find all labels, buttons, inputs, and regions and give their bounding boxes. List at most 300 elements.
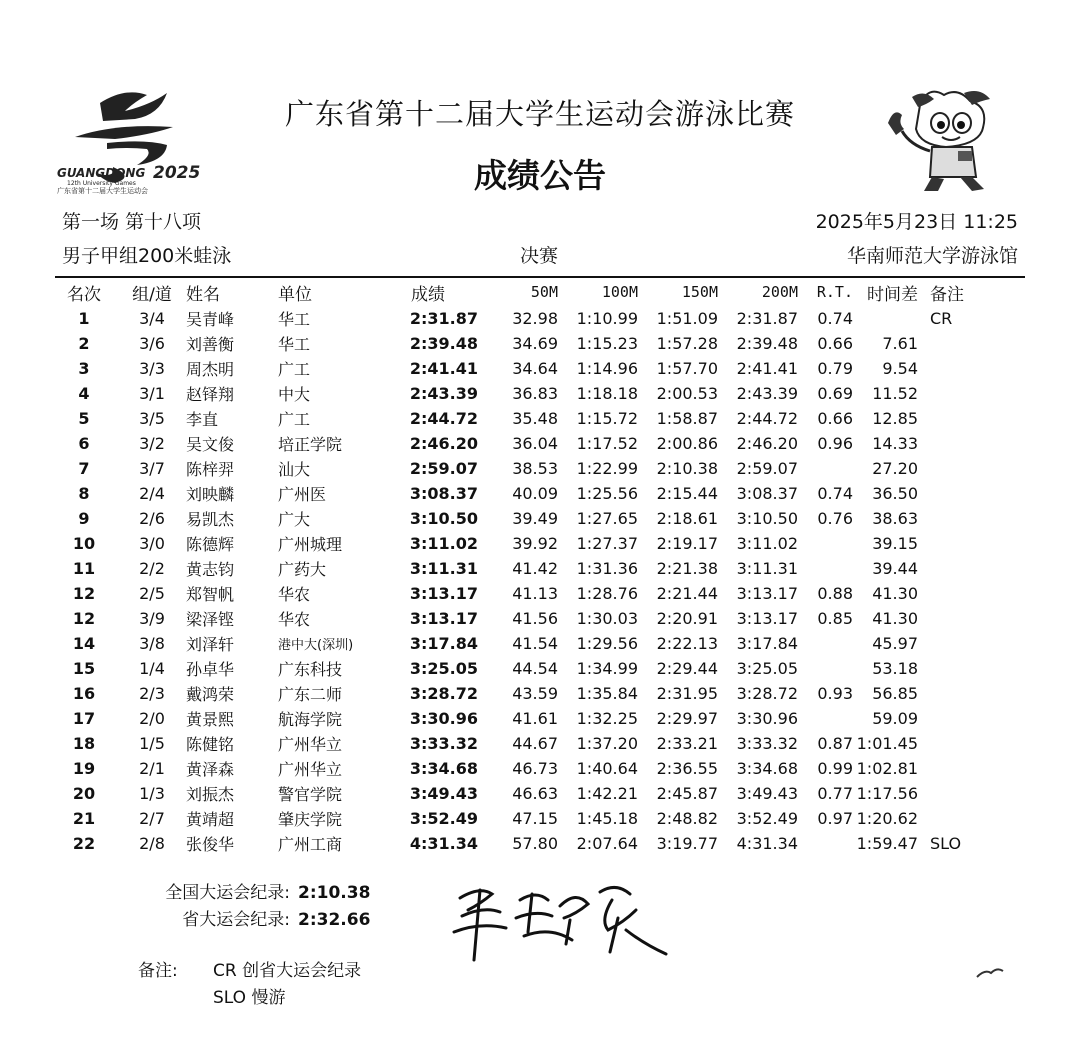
heat-lane-cell: 2/8 xyxy=(139,834,165,853)
split-200-cell: 2:44.72 xyxy=(736,409,798,428)
name-cell: 易凯杰 xyxy=(186,510,235,529)
provincial-record-value: 2:32.66 xyxy=(298,910,371,930)
name-cell: 陈健铭 xyxy=(186,735,235,754)
split-150-cell: 2:10.38 xyxy=(656,459,718,478)
rank-cell: 4 xyxy=(78,384,90,403)
note-cell xyxy=(918,431,990,456)
table-row xyxy=(50,431,990,456)
table-row xyxy=(50,831,990,856)
rank-cell: 18 xyxy=(72,734,96,753)
heat-lane-cell: 3/1 xyxy=(139,384,165,403)
team-cell: 广州华立 xyxy=(278,760,343,779)
rank-cell: 5 xyxy=(78,409,90,428)
result-cell: 3:13.17 xyxy=(409,609,478,628)
rank-cell: 11 xyxy=(72,559,96,578)
split-50-cell: 41.42 xyxy=(512,559,558,578)
split-100-cell: 1:35.84 xyxy=(576,684,638,703)
split-100-cell: 1:31.36 xyxy=(576,559,638,578)
col-header: 备注 xyxy=(930,284,964,305)
table-row xyxy=(50,706,990,731)
note-cell xyxy=(918,631,990,656)
result-cell: 3:49.43 xyxy=(409,784,478,803)
result-cell: 2:59.07 xyxy=(409,459,478,478)
split-50-cell: 36.04 xyxy=(512,434,558,453)
name-cell: 张俊华 xyxy=(186,835,235,854)
rank-cell: 22 xyxy=(72,834,96,853)
time-diff-cell: 1:01.45 xyxy=(856,734,918,753)
table-header-row xyxy=(50,278,990,306)
team-cell: 广工 xyxy=(278,360,311,379)
table-row xyxy=(50,306,990,331)
result-cell: 3:11.02 xyxy=(409,534,478,553)
split-200-cell: 3:10.50 xyxy=(736,509,798,528)
name-cell: 梁泽铿 xyxy=(186,610,235,629)
heat-lane-cell: 2/5 xyxy=(139,584,165,603)
col-header: 成绩 xyxy=(411,284,445,305)
col-header: 组/道 xyxy=(132,284,172,305)
split-100-cell: 1:37.20 xyxy=(576,734,638,753)
reaction-time-cell: 0.97 xyxy=(817,809,853,828)
time-diff-cell: 38.63 xyxy=(872,509,918,528)
table-row xyxy=(50,356,990,381)
note-cell xyxy=(918,456,990,481)
col-header: R.T. xyxy=(816,283,853,301)
table-row xyxy=(50,681,990,706)
split-150-cell: 1:58.87 xyxy=(656,409,718,428)
split-50-cell: 46.73 xyxy=(512,759,558,778)
heat-lane-cell: 3/5 xyxy=(139,409,165,428)
reaction-time-cell xyxy=(798,556,853,581)
name-cell: 赵铎翔 xyxy=(186,385,235,404)
split-150-cell: 1:57.28 xyxy=(656,334,718,353)
name-cell: 黄泽森 xyxy=(186,760,235,779)
reaction-time-cell: 0.74 xyxy=(817,484,853,503)
result-cell: 2:41.41 xyxy=(409,359,478,378)
table-row xyxy=(50,606,990,631)
note-cell xyxy=(918,606,990,631)
split-200-cell: 4:31.34 xyxy=(736,834,798,853)
split-100-cell: 1:14.96 xyxy=(576,359,638,378)
split-200-cell: 2:39.48 xyxy=(736,334,798,353)
split-150-cell: 2:00.86 xyxy=(656,434,718,453)
reaction-time-cell: 0.96 xyxy=(817,434,853,453)
split-50-cell: 44.54 xyxy=(512,659,558,678)
team-cell: 广州工商 xyxy=(278,835,343,854)
split-100-cell: 1:10.99 xyxy=(576,309,638,328)
split-100-cell: 1:15.72 xyxy=(576,409,638,428)
split-50-cell: 46.63 xyxy=(512,784,558,803)
time-diff-cell: 1:20.62 xyxy=(856,809,918,828)
heat-lane-cell: 2/6 xyxy=(139,509,165,528)
split-50-cell: 38.53 xyxy=(512,459,558,478)
reaction-time-cell: 0.69 xyxy=(817,384,853,403)
split-150-cell: 2:15.44 xyxy=(656,484,718,503)
split-100-cell: 1:27.65 xyxy=(576,509,638,528)
table-row xyxy=(50,456,990,481)
result-cell: 3:17.84 xyxy=(409,634,478,653)
round-label: 决赛 xyxy=(520,245,559,267)
event-label: 男子甲组200米蛙泳 xyxy=(62,245,232,267)
note-cell xyxy=(918,381,990,406)
rank-cell: 14 xyxy=(72,634,96,653)
reaction-time-cell xyxy=(798,531,853,556)
reaction-time-cell xyxy=(798,631,853,656)
team-cell: 华农 xyxy=(278,610,311,629)
table-row xyxy=(50,406,990,431)
time-diff-cell: 56.85 xyxy=(872,684,918,703)
split-100-cell: 1:40.64 xyxy=(576,759,638,778)
note-cell xyxy=(918,781,990,806)
svg-text:2025: 2025 xyxy=(153,163,201,183)
split-50-cell: 44.67 xyxy=(512,734,558,753)
col-header: 50M xyxy=(530,283,558,301)
note-cell xyxy=(918,806,990,831)
reaction-time-cell: 0.85 xyxy=(817,609,853,628)
split-100-cell: 1:42.21 xyxy=(576,784,638,803)
split-100-cell: 1:27.37 xyxy=(576,534,638,553)
rank-cell: 19 xyxy=(72,759,96,778)
heat-lane-cell: 2/7 xyxy=(139,809,165,828)
time-diff-cell: 1:02.81 xyxy=(856,759,918,778)
reaction-time-cell xyxy=(798,706,853,731)
datetime-label: 2025年5月23日 11:25 xyxy=(815,211,1018,233)
time-diff-cell: 41.30 xyxy=(872,609,918,628)
split-100-cell: 1:25.56 xyxy=(576,484,638,503)
team-cell: 中大 xyxy=(278,385,311,404)
name-cell: 李直 xyxy=(186,410,219,429)
time-diff-cell: 27.20 xyxy=(872,459,918,478)
split-150-cell: 2:22.13 xyxy=(656,634,718,653)
provincial-record-label: 省大运会纪录: xyxy=(182,910,290,930)
heat-lane-cell: 3/2 xyxy=(139,434,165,453)
name-cell: 黄景熙 xyxy=(186,710,235,729)
results-table xyxy=(50,278,990,856)
page-subtitle: 成绩公告 xyxy=(474,156,606,195)
col-header: 100M xyxy=(601,283,638,301)
split-100-cell: 2:07.64 xyxy=(576,834,638,853)
split-50-cell: 34.64 xyxy=(512,359,558,378)
col-header: 单位 xyxy=(278,284,312,305)
note-slo: SLO 慢游 xyxy=(213,988,286,1008)
time-diff-cell: 12.85 xyxy=(872,409,918,428)
table-row xyxy=(50,806,990,831)
svg-text:广东省第十二届大学生运动会: 广东省第十二届大学生运动会 xyxy=(57,187,148,195)
time-diff-cell: 9.54 xyxy=(882,359,918,378)
heat-lane-cell: 1/5 xyxy=(139,734,165,753)
split-200-cell: 3:17.84 xyxy=(736,634,798,653)
heat-lane-cell: 3/7 xyxy=(139,459,165,478)
result-cell: 3:08.37 xyxy=(409,484,478,503)
heat-lane-cell: 1/3 xyxy=(139,784,165,803)
split-50-cell: 47.15 xyxy=(512,809,558,828)
heat-lane-cell: 3/8 xyxy=(139,634,165,653)
split-200-cell: 2:31.87 xyxy=(736,309,798,328)
notes-block xyxy=(138,958,361,1012)
result-cell: 4:31.34 xyxy=(409,834,478,853)
heat-lane-cell: 1/4 xyxy=(139,659,165,678)
rank-cell: 12 xyxy=(72,584,96,603)
time-diff-cell xyxy=(853,306,918,331)
time-diff-cell: 39.15 xyxy=(872,534,918,553)
note-cell xyxy=(918,531,990,556)
table-row xyxy=(50,381,990,406)
reaction-time-cell: 0.88 xyxy=(817,584,853,603)
note-cell xyxy=(918,406,990,431)
split-200-cell: 3:52.49 xyxy=(736,809,798,828)
heat-lane-cell: 3/6 xyxy=(139,334,165,353)
name-cell: 刘善衡 xyxy=(186,335,235,354)
split-50-cell: 43.59 xyxy=(512,684,558,703)
split-100-cell: 1:17.52 xyxy=(576,434,638,453)
result-cell: 3:34.68 xyxy=(409,759,478,778)
split-150-cell: 2:31.95 xyxy=(656,684,718,703)
result-cell: 3:28.72 xyxy=(409,684,478,703)
split-150-cell: 2:20.91 xyxy=(656,609,718,628)
table-row xyxy=(50,781,990,806)
split-200-cell: 2:59.07 xyxy=(736,459,798,478)
name-cell: 郑智帆 xyxy=(186,585,235,604)
note-cell xyxy=(918,656,990,681)
time-diff-cell: 11.52 xyxy=(872,384,918,403)
split-200-cell: 3:13.17 xyxy=(736,584,798,603)
split-200-cell: 3:30.96 xyxy=(736,709,798,728)
rank-cell: 9 xyxy=(78,509,90,528)
time-diff-cell: 7.61 xyxy=(882,334,918,353)
table-row xyxy=(50,506,990,531)
split-150-cell: 1:51.09 xyxy=(656,309,718,328)
team-cell: 培正学院 xyxy=(278,435,343,454)
team-cell: 肇庆学院 xyxy=(278,810,343,829)
time-diff-cell: 1:17.56 xyxy=(856,784,918,803)
note-cell xyxy=(918,581,990,606)
split-100-cell: 1:30.03 xyxy=(576,609,638,628)
note-cell: CR xyxy=(930,309,953,328)
table-row xyxy=(50,731,990,756)
reaction-time-cell: 0.76 xyxy=(817,509,853,528)
split-50-cell: 41.56 xyxy=(512,609,558,628)
name-cell: 刘泽轩 xyxy=(186,635,235,654)
reaction-time-cell: 0.66 xyxy=(817,409,853,428)
col-header: 时间差 xyxy=(867,284,918,305)
rank-cell: 21 xyxy=(72,809,96,828)
note-cell xyxy=(918,731,990,756)
team-cell: 广药大 xyxy=(278,560,327,579)
svg-text:GUANGDONG: GUANGDONG xyxy=(57,166,146,180)
name-cell: 黄靖超 xyxy=(186,810,235,829)
name-cell: 刘振杰 xyxy=(186,785,235,804)
table-row xyxy=(50,656,990,681)
split-200-cell: 2:46.20 xyxy=(736,434,798,453)
national-record-label: 全国大运会纪录: xyxy=(165,883,290,903)
team-cell: 港中大(深圳) xyxy=(278,638,354,653)
rank-cell: 10 xyxy=(72,534,96,553)
scan-mark-icon xyxy=(975,965,1005,980)
team-cell: 广工 xyxy=(278,410,311,429)
split-100-cell: 1:22.99 xyxy=(576,459,638,478)
heat-lane-cell: 2/1 xyxy=(139,759,165,778)
team-cell: 航海学院 xyxy=(278,710,343,729)
split-200-cell: 3:28.72 xyxy=(736,684,798,703)
split-50-cell: 36.83 xyxy=(512,384,558,403)
heat-lane-cell: 3/3 xyxy=(139,359,165,378)
name-cell: 刘映麟 xyxy=(186,485,235,504)
reaction-time-cell: 0.74 xyxy=(817,309,853,328)
page-title: 广东省第十二届大学生运动会游泳比赛 xyxy=(284,97,795,131)
note-cell xyxy=(918,756,990,781)
team-cell: 广东二师 xyxy=(278,685,343,704)
split-50-cell: 57.80 xyxy=(512,834,558,853)
result-cell: 2:44.72 xyxy=(409,409,478,428)
team-cell: 广东科技 xyxy=(278,660,343,679)
venue-label: 华南师范大学游泳馆 xyxy=(846,245,1018,267)
split-100-cell: 1:28.76 xyxy=(576,584,638,603)
time-diff-cell: 53.18 xyxy=(872,659,918,678)
time-diff-cell: 36.50 xyxy=(872,484,918,503)
records-block xyxy=(138,880,370,934)
signature-image xyxy=(440,870,680,970)
note-cell xyxy=(918,681,990,706)
rank-cell: 20 xyxy=(72,784,96,803)
note-cell xyxy=(918,706,990,731)
note-cell xyxy=(918,556,990,581)
split-200-cell: 3:08.37 xyxy=(736,484,798,503)
split-100-cell: 1:34.99 xyxy=(576,659,638,678)
split-200-cell: 2:41.41 xyxy=(736,359,798,378)
time-diff-cell: 1:59.47 xyxy=(856,834,918,853)
heat-lane-cell: 2/2 xyxy=(139,559,165,578)
split-50-cell: 40.09 xyxy=(512,484,558,503)
note-cell xyxy=(918,481,990,506)
split-150-cell: 2:48.82 xyxy=(656,809,718,828)
result-cell: 3:10.50 xyxy=(409,509,478,528)
split-50-cell: 34.69 xyxy=(512,334,558,353)
split-50-cell: 41.13 xyxy=(512,584,558,603)
reaction-time-cell xyxy=(798,831,853,856)
split-50-cell: 39.92 xyxy=(512,534,558,553)
rank-cell: 15 xyxy=(72,659,96,678)
split-200-cell: 3:13.17 xyxy=(736,609,798,628)
reaction-time-cell: 0.87 xyxy=(817,734,853,753)
name-cell: 陈梓羿 xyxy=(186,460,235,479)
split-100-cell: 1:32.25 xyxy=(576,709,638,728)
time-diff-cell: 45.97 xyxy=(872,634,918,653)
team-cell: 华工 xyxy=(278,310,311,329)
reaction-time-cell: 0.79 xyxy=(817,359,853,378)
rank-cell: 12 xyxy=(72,609,96,628)
table-row xyxy=(50,631,990,656)
split-150-cell: 2:18.61 xyxy=(656,509,718,528)
split-150-cell: 2:36.55 xyxy=(656,759,718,778)
rank-cell: 6 xyxy=(78,434,90,453)
name-cell: 黄志钧 xyxy=(186,560,235,579)
team-cell: 汕大 xyxy=(278,460,311,479)
heat-lane-cell: 3/9 xyxy=(139,609,165,628)
split-150-cell: 2:29.97 xyxy=(656,709,718,728)
split-50-cell: 41.61 xyxy=(512,709,558,728)
table-row xyxy=(50,556,990,581)
table-row xyxy=(50,331,990,356)
result-cell: 2:39.48 xyxy=(409,334,478,353)
split-200-cell: 3:11.31 xyxy=(736,559,798,578)
split-200-cell: 3:49.43 xyxy=(736,784,798,803)
result-cell: 2:31.87 xyxy=(409,309,478,328)
result-cell: 2:43.39 xyxy=(409,384,478,403)
result-cell: 3:25.05 xyxy=(409,659,478,678)
table-row xyxy=(50,481,990,506)
table-row xyxy=(50,531,990,556)
time-diff-cell: 41.30 xyxy=(872,584,918,603)
result-cell: 3:13.17 xyxy=(409,584,478,603)
col-header: 姓名 xyxy=(186,284,220,305)
rank-cell: 7 xyxy=(78,459,90,478)
table-row xyxy=(50,756,990,781)
split-150-cell: 2:45.87 xyxy=(656,784,718,803)
split-150-cell: 1:57.70 xyxy=(656,359,718,378)
split-100-cell: 1:45.18 xyxy=(576,809,638,828)
name-cell: 孙卓华 xyxy=(186,660,235,679)
rank-cell: 17 xyxy=(72,709,96,728)
split-100-cell: 1:18.18 xyxy=(576,384,638,403)
result-cell: 3:33.32 xyxy=(409,734,478,753)
result-cell: 3:11.31 xyxy=(409,559,478,578)
split-150-cell: 2:33.21 xyxy=(656,734,718,753)
name-cell: 吴文俊 xyxy=(186,435,235,454)
split-200-cell: 3:25.05 xyxy=(736,659,798,678)
rank-cell: 2 xyxy=(78,334,90,353)
split-100-cell: 1:29.56 xyxy=(576,634,638,653)
split-200-cell: 3:11.02 xyxy=(736,534,798,553)
national-record-value: 2:10.38 xyxy=(298,883,371,903)
result-cell: 3:30.96 xyxy=(409,709,478,728)
note-cr: CR 创省大运会纪录 xyxy=(213,961,362,981)
rank-cell: 8 xyxy=(78,484,90,503)
split-150-cell: 2:19.17 xyxy=(656,534,718,553)
reaction-time-cell: 0.77 xyxy=(817,784,853,803)
reaction-time-cell xyxy=(798,656,853,681)
note-cell xyxy=(918,356,990,381)
svg-text:12th University Games: 12th University Games xyxy=(67,180,136,187)
split-200-cell: 3:33.32 xyxy=(736,734,798,753)
team-cell: 华工 xyxy=(278,335,311,354)
note-cell xyxy=(918,506,990,531)
team-cell: 广大 xyxy=(278,510,311,529)
rank-cell: 3 xyxy=(78,359,90,378)
time-diff-cell: 39.44 xyxy=(872,559,918,578)
name-cell: 戴鸿荣 xyxy=(186,685,235,704)
reaction-time-cell: 0.93 xyxy=(817,684,853,703)
name-cell: 周杰明 xyxy=(186,360,235,379)
reaction-time-cell: 0.66 xyxy=(817,334,853,353)
split-150-cell: 2:00.53 xyxy=(656,384,718,403)
split-150-cell: 2:21.44 xyxy=(656,584,718,603)
name-cell: 吴青峰 xyxy=(186,310,235,329)
note-cell xyxy=(918,331,990,356)
split-200-cell: 3:34.68 xyxy=(736,759,798,778)
session-label: 第一场 第十八项 xyxy=(62,211,202,233)
split-150-cell: 2:29.44 xyxy=(656,659,718,678)
split-50-cell: 32.98 xyxy=(512,309,558,328)
reaction-time-cell xyxy=(798,456,853,481)
team-cell: 警官学院 xyxy=(278,785,343,804)
heat-lane-cell: 3/4 xyxy=(139,309,165,328)
heat-lane-cell: 2/3 xyxy=(139,684,165,703)
team-cell: 华农 xyxy=(278,585,311,604)
col-header: 200M xyxy=(761,283,798,301)
split-200-cell: 2:43.39 xyxy=(736,384,798,403)
notes-label: 备注: xyxy=(138,961,178,981)
team-cell: 广州华立 xyxy=(278,735,343,754)
reaction-time-cell: 0.99 xyxy=(817,759,853,778)
